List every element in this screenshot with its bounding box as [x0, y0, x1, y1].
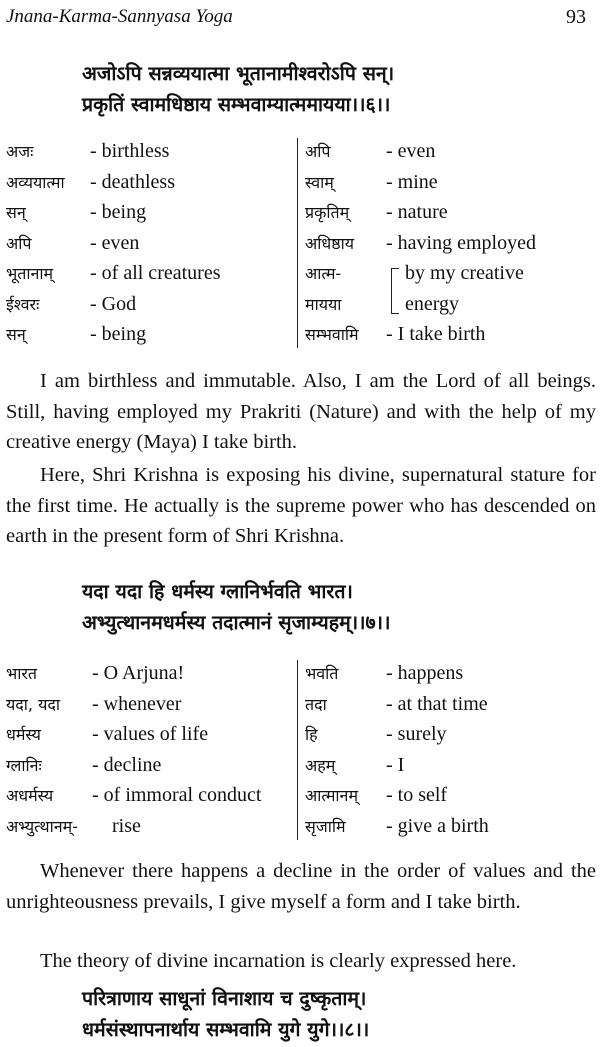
- sanskrit-word: मायया: [305, 294, 342, 314]
- gloss-left-column: [6, 136, 296, 350]
- sanskrit-word: सन्: [6, 203, 26, 222]
- gloss-row: [305, 197, 592, 228]
- sanskrit-word: प्रकृतिम्: [305, 203, 350, 222]
- gloss-row: [6, 658, 296, 689]
- translation-paragraph: I am birthless and immutable. Also, I am the Lord of all beings. Still, having employed my Prakriti (Nature) and with the help of my creative energy (Maya) I take birth.: [6, 370, 596, 453]
- sanskrit-word: तदा: [305, 694, 327, 714]
- gloss-row: [6, 289, 296, 320]
- gloss-row: [6, 167, 296, 198]
- meaning: - values of life: [92, 723, 209, 745]
- meaning: - deathless: [90, 170, 175, 193]
- gloss-row: [305, 167, 592, 198]
- running-title: Jnana-Karma-Sannyasa Yoga: [6, 6, 233, 27]
- sanskrit-word: अधिष्ठाय: [305, 233, 355, 253]
- sanskrit-word: सृजामि: [305, 816, 346, 836]
- gloss-row: [6, 719, 296, 750]
- verse-line: धर्मसंस्थापनार्थाय सम्भवामि युगे युगे।।८।।: [82, 1018, 370, 1041]
- meaning: - mine: [386, 170, 438, 193]
- gloss-row: [6, 319, 296, 350]
- meaning: by my creative: [405, 262, 524, 284]
- gloss-row: [305, 136, 592, 167]
- sanskrit-word: अधर्मस्य: [6, 786, 54, 805]
- gloss-row: [305, 658, 592, 689]
- sanskrit-word: सम्भवामि: [305, 325, 359, 344]
- gloss-row: [6, 197, 296, 228]
- gloss-row: [6, 258, 296, 289]
- gloss-row: [305, 228, 592, 259]
- gloss-row: [6, 689, 296, 720]
- bracket: [391, 268, 399, 314]
- verse-line: अजोऽपि सन्नव्ययात्मा भूतानामीश्वरोऽपि सन्।: [82, 62, 395, 85]
- page-number: 93: [566, 5, 586, 28]
- gloss-row: [305, 689, 592, 720]
- sanskrit-word: स्वाम्: [305, 172, 334, 192]
- meaning: - happens: [386, 662, 464, 684]
- translation-paragraph: Whenever there happens a decline in the order of values and the unrighteousness prevails, I give myself a form and I take birth.: [6, 860, 596, 913]
- gloss-row: [6, 750, 296, 781]
- gloss-row: [305, 319, 592, 350]
- sanskrit-word: भूतानाम्: [6, 264, 54, 283]
- gloss-right-column: [305, 658, 592, 841]
- meaning: - at that time: [386, 692, 488, 715]
- verse-line: परित्राणाय साधूनां विनाशाय च दुष्कृताम्।: [82, 987, 367, 1010]
- meaning: - being: [90, 323, 147, 345]
- meaning: - O Arjuna!: [92, 662, 185, 684]
- gloss-table-6: [6, 136, 592, 350]
- meaning: - I: [386, 753, 405, 776]
- sanskrit-word: हि: [305, 725, 318, 744]
- column-divider: [297, 138, 298, 348]
- meaning: - of immoral conduct: [92, 784, 262, 806]
- meaning: - I take birth: [386, 323, 486, 345]
- sanskrit-word: अपि: [6, 233, 32, 253]
- meaning: energy: [405, 292, 460, 315]
- gloss-left-column: [6, 658, 296, 841]
- sanskrit-word: भवति: [305, 664, 339, 683]
- meaning: - give a birth: [386, 814, 489, 837]
- sanskrit-word: सन्: [6, 325, 26, 344]
- sanskrit-word: अव्ययात्मा: [6, 172, 65, 192]
- verse-8: [82, 983, 369, 1045]
- meaning: - even: [386, 140, 436, 162]
- sanskrit-word: आत्मानम्: [305, 786, 359, 805]
- page-header: [6, 2, 586, 32]
- sanskrit-word: अहम्: [305, 755, 336, 775]
- meaning: - even: [90, 231, 140, 254]
- verse-6: [82, 58, 394, 120]
- verse-line: प्रकृतिं स्वामधिष्ठाय सम्भवाम्यात्ममायया।।६।।: [82, 93, 391, 116]
- meaning: - of all creatures: [90, 262, 221, 284]
- meaning: - whenever: [92, 692, 182, 715]
- meaning: - birthless: [90, 140, 170, 162]
- commentary-paragraph: Here, Shri Krishna is exposing his divine, supernatural stature for the first time. He actually is the supreme power who has descended on earth in the present form of Shri Krishna.: [6, 464, 596, 547]
- gloss-row: [6, 136, 296, 167]
- meaning: - having employed: [386, 231, 536, 254]
- column-divider: [297, 660, 298, 840]
- meaning: - nature: [386, 201, 448, 223]
- sanskrit-word: ईश्वरः: [6, 294, 40, 314]
- gloss-row: [6, 228, 296, 259]
- sanskrit-word: अभ्युत्थानम्-: [6, 816, 79, 836]
- meaning: - to self: [386, 784, 448, 806]
- sanskrit-word: अपि: [305, 142, 331, 161]
- meaning: - being: [90, 201, 147, 223]
- gloss-row: [305, 811, 592, 842]
- gloss-row: [305, 258, 592, 319]
- verse-line: अभ्युत्थानमधर्मस्य तदात्मानं सृजाम्यहम्।।७।।: [82, 611, 391, 634]
- verse-line: यदा यदा हि धर्मस्य ग्लानिर्भवति भारत।: [82, 580, 353, 603]
- meaning: rise: [112, 814, 141, 837]
- sanskrit-word: भारत: [6, 664, 38, 683]
- gloss-row: [305, 719, 592, 750]
- sanskrit-word: यदा, यदा: [6, 694, 61, 714]
- gloss-row: [6, 780, 296, 811]
- gloss-row: [305, 780, 592, 811]
- verse-7: [82, 576, 390, 638]
- gloss-table-7: [6, 658, 592, 842]
- gloss-row: [305, 750, 592, 781]
- sanskrit-word: अजः: [6, 142, 34, 161]
- sanskrit-word: ग्लानिः: [6, 755, 42, 775]
- meaning: - God: [90, 292, 137, 315]
- meaning: - decline: [92, 753, 162, 776]
- gloss-right-column: [305, 136, 592, 350]
- sanskrit-word: धर्मस्य: [6, 725, 41, 744]
- sanskrit-word: आत्म-: [305, 264, 342, 283]
- commentary-paragraph: The theory of divine incarnation is clearly expressed here.: [40, 950, 517, 972]
- gloss-row: [6, 811, 296, 842]
- meaning: - surely: [386, 723, 447, 745]
